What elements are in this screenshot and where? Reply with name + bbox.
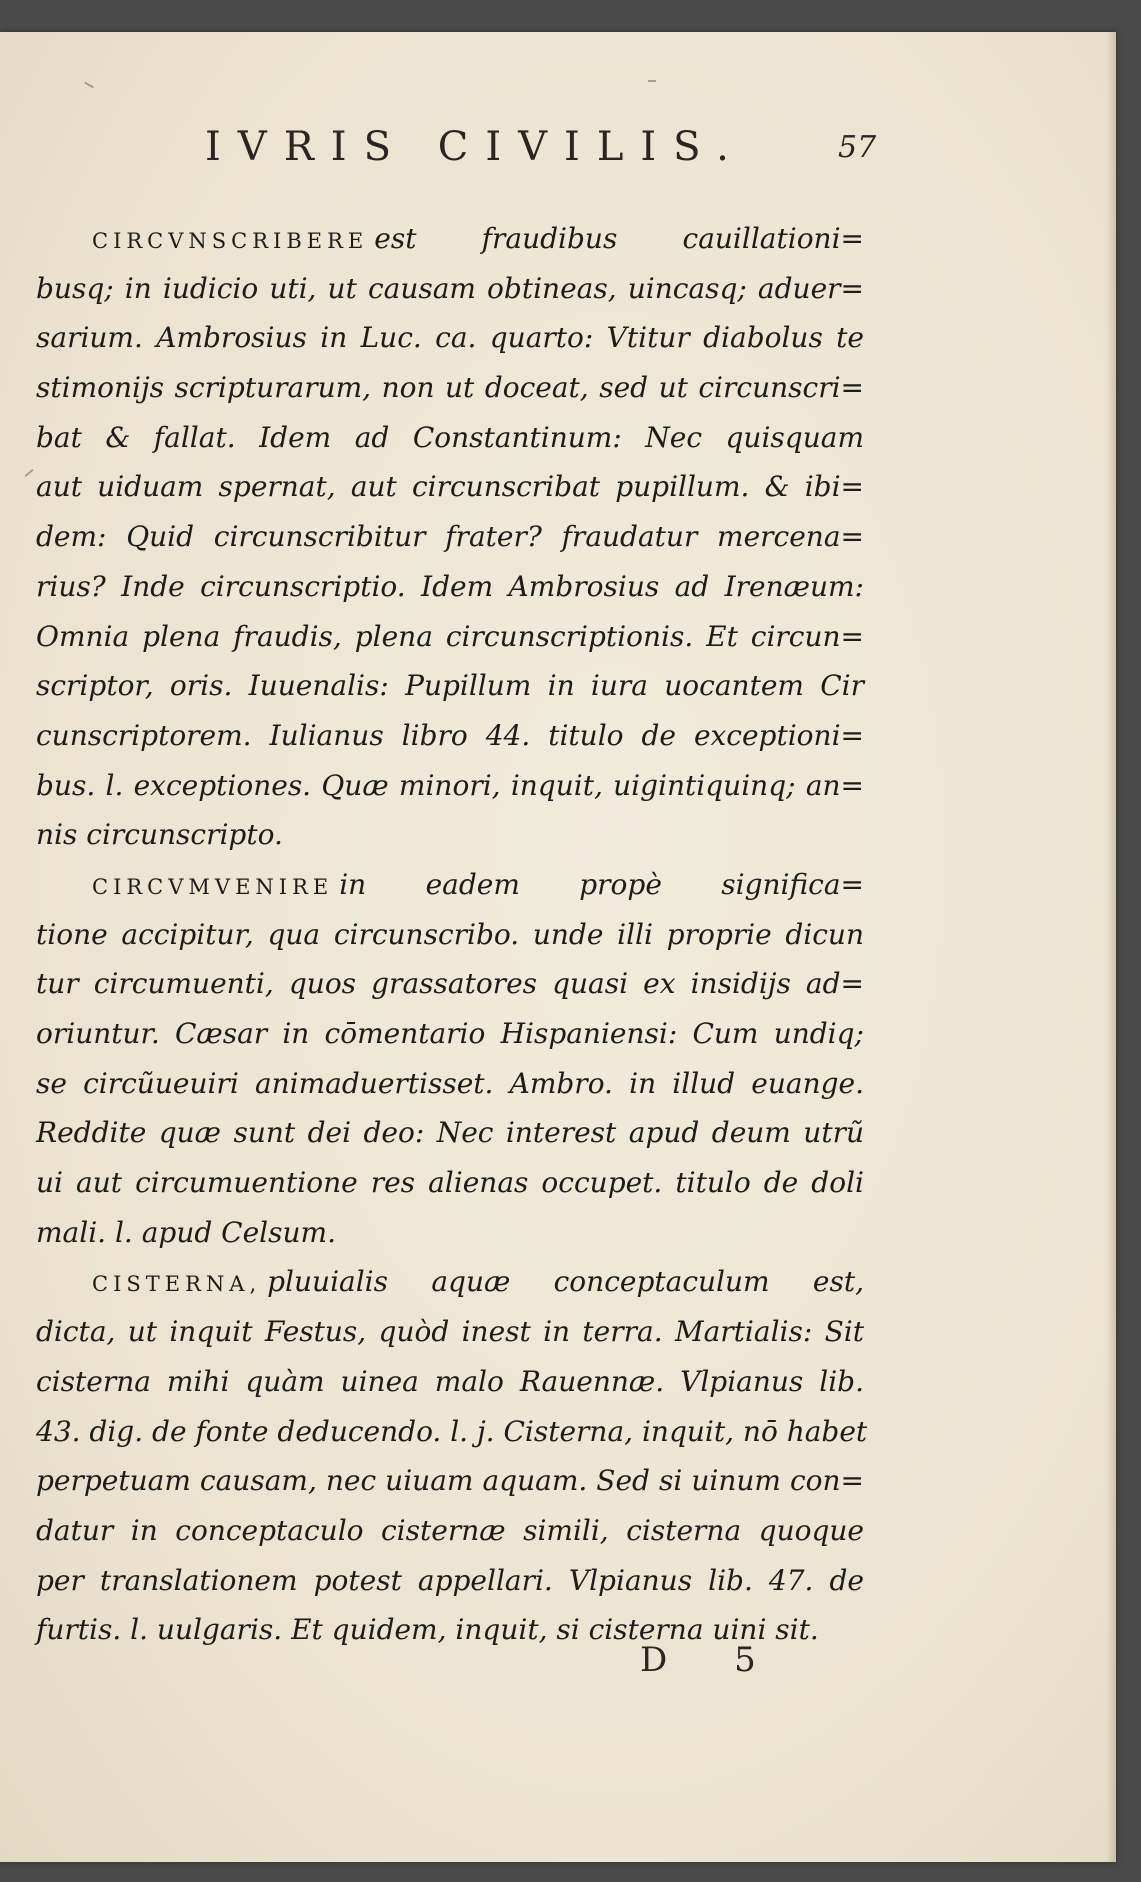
text-line: bus. l. exceptiones. Quæ minori, inquit, uigintiquinq; an= — [36, 768, 864, 802]
text-line: mali. l. apud Celsum. — [36, 1215, 336, 1249]
headword: CIRCVMVENIRE — [92, 874, 334, 899]
text-line: cisterna mihi quàm uinea malo Rauennæ. Vlpianus lib. — [36, 1364, 864, 1398]
headword: CIRCVNSCRIBERE — [92, 229, 369, 253]
book-page — [0, 32, 1116, 1862]
signature-mark: D 5 — [640, 1640, 784, 1680]
text-line: rius? Inde circunscriptio. Idem Ambrosius ad Irenæum: — [36, 569, 864, 603]
text-line: ui aut circumuentione res alienas occupet. titulo de doli — [36, 1166, 864, 1200]
text-line: se circũueuiri animaduertisset. Ambro. in illud euange. — [36, 1066, 864, 1100]
text-line: datur in conceptaculo cisternæ simili, cisterna quoque — [36, 1513, 864, 1547]
text-line: dicta, ut inquit Festus, quòd inest in terra. Martialis: Sit — [36, 1315, 864, 1349]
text-line: perpetuam causam, nec uiuam aquam. Sed si uinum con= — [36, 1464, 864, 1498]
ink-speck — [84, 82, 94, 89]
text-line: CIRCVNSCRIBERE est fraudibus cauillationi= — [92, 222, 864, 255]
text-line: sarium. Ambrosius in Luc. ca. quarto: Vtitur diabolus te — [36, 321, 864, 355]
ink-speck — [648, 80, 656, 82]
text-line: cunscriptorem. Iulianus libro 44. titulo de exceptioni= — [36, 718, 864, 752]
text-line: oriuntur. Cæsar in cōmentario Hispaniensi: Cum undiq; — [36, 1017, 864, 1050]
text-line: 43. dig. de fonte deducendo. l. j. Cisterna, inquit, nō habet — [36, 1414, 868, 1448]
body-text — [36, 214, 868, 1655]
text-line: dem: Quid circunscribitur frater? fraudatur mercena= — [36, 520, 864, 554]
text-line: furtis. l. uulgaris. Et quidem, inquit, si cisterna uini sit. — [36, 1613, 819, 1647]
text-line: CISTERNA, pluuialis aquæ conceptaculum est, — [92, 1265, 864, 1299]
headword: CISTERNA, — [92, 1272, 262, 1297]
text-line: scriptor, oris. Iuuenalis: Pupillum in iura uocantem Cir — [36, 669, 864, 703]
text-line: tione accipitur, qua circunscribo. unde illi proprie dicun — [36, 917, 864, 951]
text-line: bat & fallat. Idem ad Constantinum: Nec quisquam — [36, 420, 864, 454]
text-line: nis circunscripto. — [36, 818, 283, 852]
text-line: CIRCVMVENIRE in eadem propè significa= — [92, 867, 864, 901]
text-line: per translationem potest appellari. Vlpianus lib. 47. de — [36, 1563, 864, 1597]
text-line: busq; in iudicio uti, ut causam obtineas, uincasq; aduer= — [36, 271, 864, 305]
ink-speck — [25, 469, 34, 477]
running-head: IVRIS CIVILIS. — [205, 124, 746, 170]
text-line: Reddite quæ sunt dei deo: Nec interest apud deum utrũ — [36, 1116, 864, 1150]
text-line: tur circumuenti, quos grassatores quasi ex insidijs ad= — [36, 967, 864, 1001]
text-line: Omnia plena fraudis, plena circunscriptionis. Et circun= — [36, 619, 864, 653]
page-edge-shadow — [1106, 32, 1116, 1862]
text-line: stimonijs scripturarum, non ut doceat, sed ut circunscri= — [36, 371, 864, 405]
page-number: 57 — [838, 130, 877, 165]
text-line: aut uiduam spernat, aut circunscribat pupillum. & ibi= — [36, 470, 864, 504]
